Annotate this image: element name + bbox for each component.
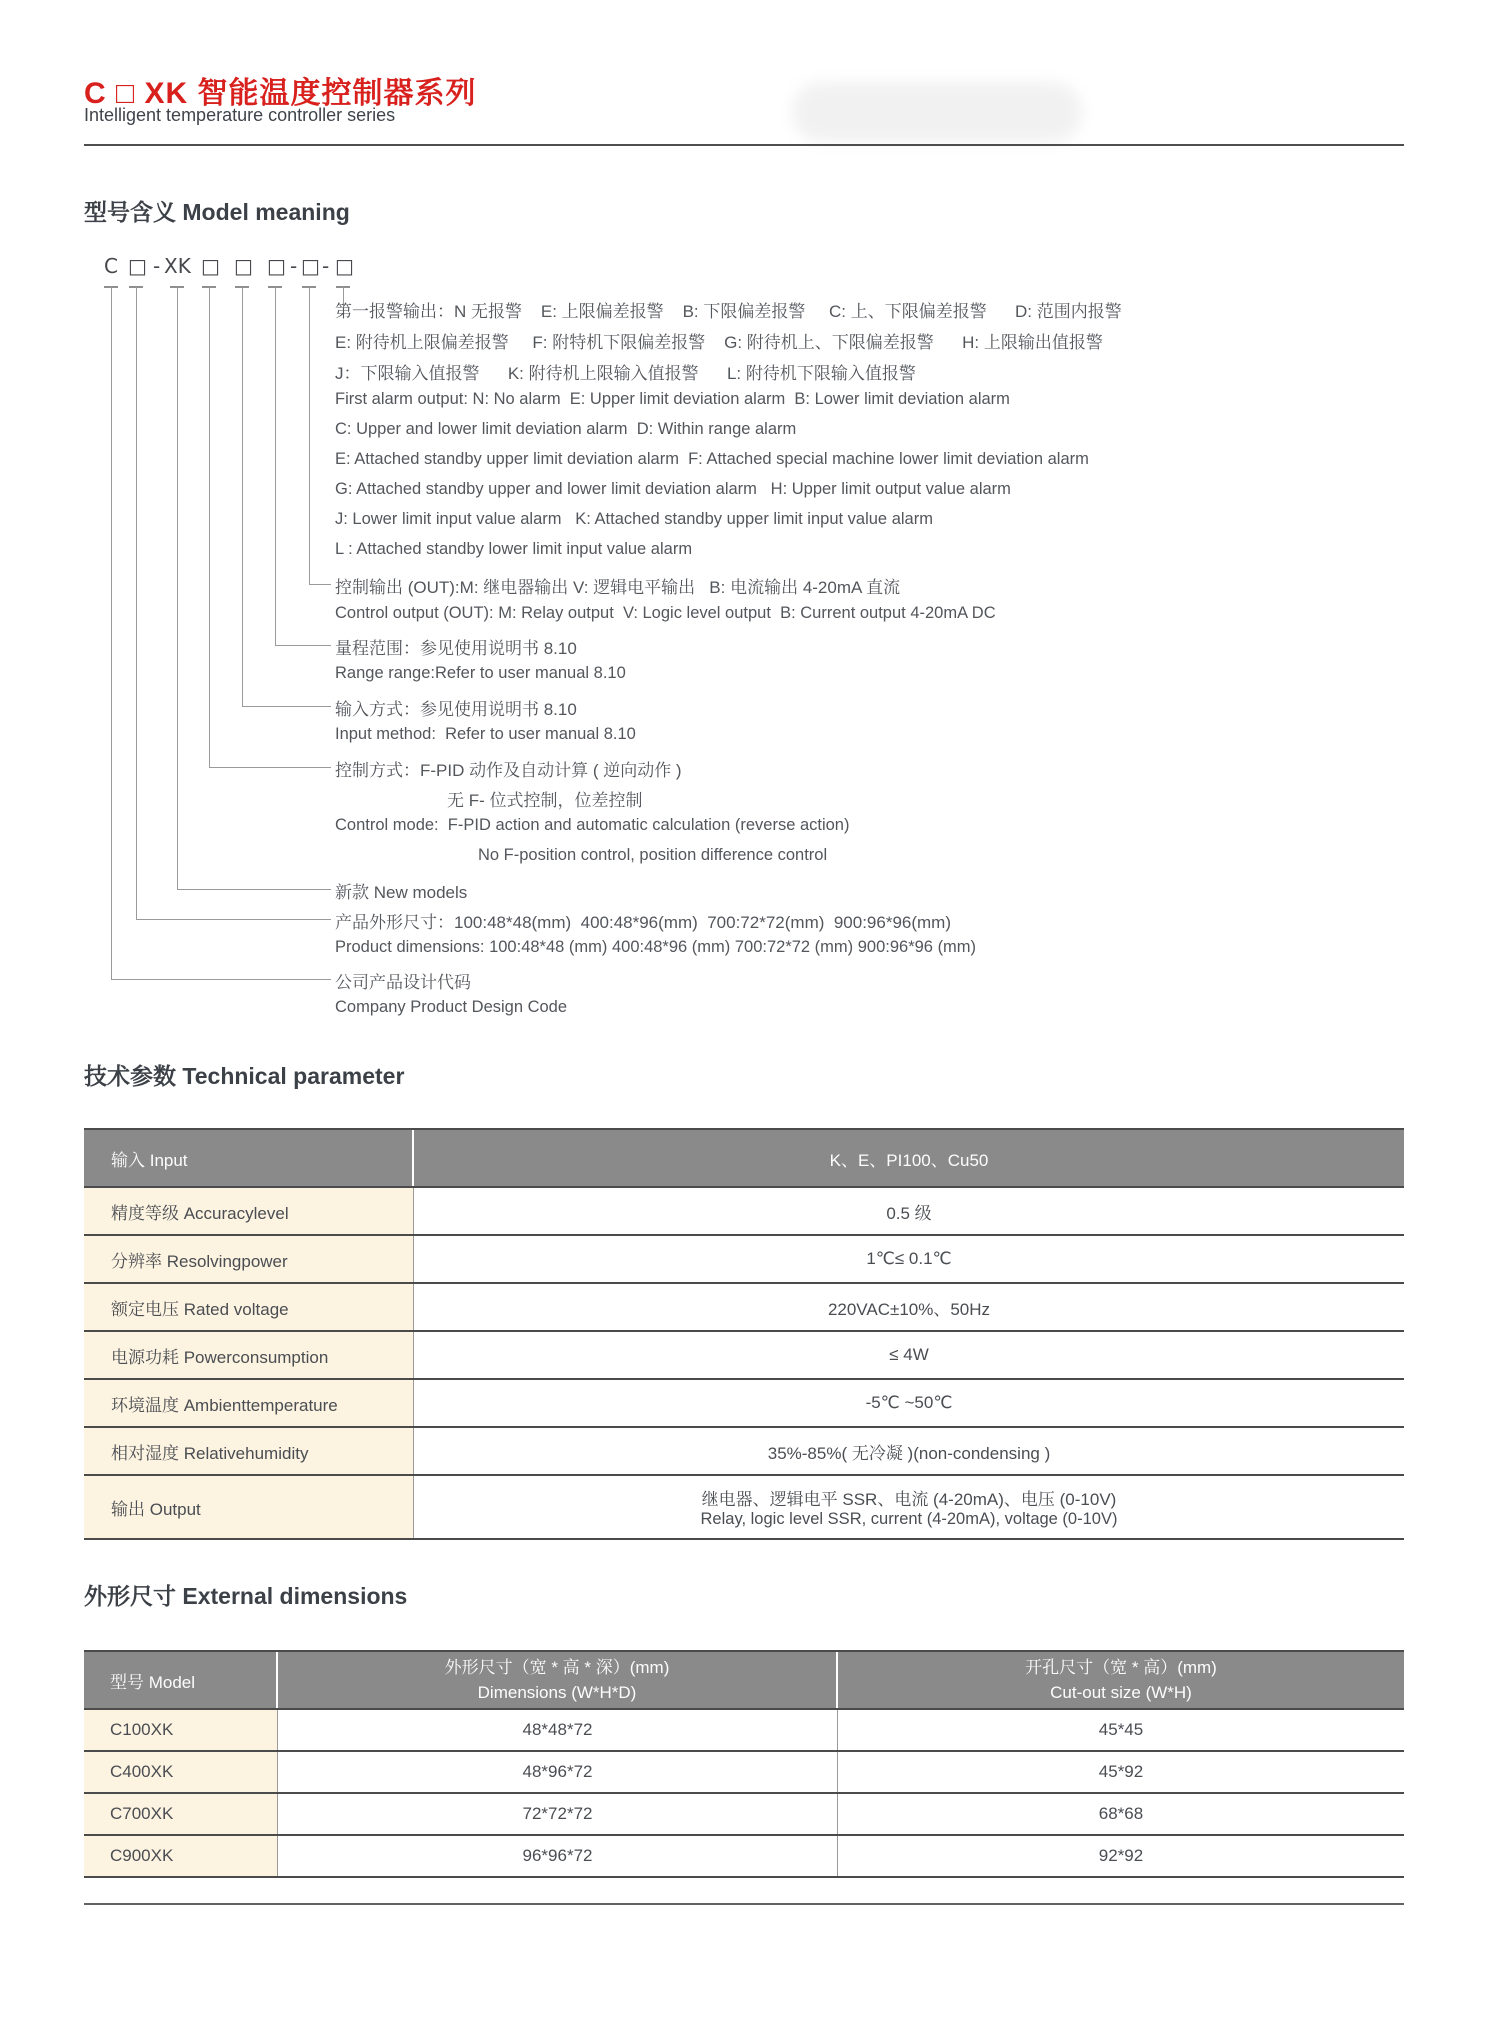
tech-row — [84, 1428, 1404, 1476]
tech-value — [414, 1476, 1404, 1538]
model-meaning-line: Control mode: F-PID action and automatic calculation (reverse action) — [335, 816, 850, 834]
tech-row-header — [84, 1130, 1404, 1188]
model-meaning-line: J：下限输入值报警 K: 附待机上限输入值报警 L: 附待机下限输入值报警 — [335, 364, 916, 383]
tech-row — [84, 1188, 1404, 1236]
dims-col-model-header: 型号 Model — [84, 1652, 278, 1708]
dims-cut-header-en: Cut-out size (W*H) — [1050, 1683, 1192, 1702]
section-heading-model-meaning: 型号含义 Model meaning — [84, 199, 350, 225]
model-meaning-line: 产品外形尺寸：100:48*48(mm) 400:48*96(mm) 700:72*72(mm) 900:96*96(mm) — [335, 913, 952, 932]
dims-dim: 48*96*72 — [278, 1752, 838, 1792]
model-code-token: □ — [201, 254, 220, 278]
tech-value: 0.5 级 — [414, 1188, 1404, 1234]
footer-divider — [84, 1903, 1404, 1905]
dims-model: C700XK — [84, 1794, 278, 1834]
dims-row — [84, 1710, 1404, 1752]
tech-row — [84, 1380, 1404, 1428]
tech-value: -5℃ ~50℃ — [414, 1380, 1404, 1426]
tech-value: ≤ 4W — [414, 1332, 1404, 1378]
model-meaning-line: 控制输出 (OUT):M: 继电器输出 V: 逻辑电平输出 B: 电流输出 4-20mA 直流 — [335, 578, 901, 597]
tech-label: 电源功耗 Powerconsumption — [84, 1332, 414, 1378]
dims-row-header — [84, 1652, 1404, 1710]
dims-col-dim-header — [278, 1652, 838, 1708]
tech-value-line2: Relay, logic level SSR, current (4-20mA), voltage (0-10V) — [700, 1510, 1118, 1528]
page-title: C □ XK 智能温度控制器系列 — [84, 77, 477, 110]
tech-value-line1: 继电器、逻辑电平 SSR、电流 (4-20mA)、电压 (0-10V) — [701, 1490, 1117, 1509]
model-meaning-line: E: 附待机上限偏差报警 F: 附特机下限偏差报警 G: 附待机上、下限偏差报警 H: 上限输出值报警 — [335, 333, 1103, 352]
dims-dim-header-cn: 外形尺寸（宽 * 高 * 深）(mm) — [444, 1658, 670, 1677]
tech-value: 35%-85%( 无冷凝 )(non-condensing ) — [414, 1428, 1404, 1474]
tech-label: 输入 Input — [84, 1130, 414, 1186]
tech-row — [84, 1332, 1404, 1380]
dims-cut: 45*45 — [838, 1710, 1404, 1750]
dims-dim-header-en: Dimensions (W*H*D) — [477, 1683, 637, 1702]
model-meaning-line: No F-position control, position difference control — [478, 846, 828, 864]
model-meaning-line: E: Attached standby upper limit deviation alarm F: Attached special machine lower limit deviation alarm — [335, 450, 1089, 468]
dims-cut: 45*92 — [838, 1752, 1404, 1792]
model-code-token: □ — [301, 254, 320, 278]
model-code-token: □ — [335, 254, 354, 278]
model-meaning-line: First alarm output: N: No alarm E: Upper limit deviation alarm B: Lower limit deviation alarm — [335, 390, 1010, 408]
dims-row — [84, 1794, 1404, 1836]
model-meaning-line: C: Upper and lower limit deviation alarm D: Within range alarm — [335, 420, 797, 438]
model-meaning-line: 控制方式：F-PID 动作及自动计算 ( 逆向动作 ) — [335, 761, 682, 780]
model-code-token: □ — [128, 254, 147, 278]
model-meaning-line: Range range:Refer to user manual 8.10 — [335, 664, 626, 682]
tech-value: K、E、PI100、Cu50 — [414, 1130, 1404, 1186]
model-meaning-line: 公司产品设计代码 — [335, 973, 471, 992]
section-heading-technical: 技术参数 Technical parameter — [84, 1063, 405, 1089]
tech-label: 精度等级 Accuracylevel — [84, 1188, 414, 1234]
page-subtitle: Intelligent temperature controller series — [84, 105, 396, 125]
model-meaning-line: 无 F- 位式控制，位差控制 — [447, 791, 643, 810]
model-code-token: - — [153, 254, 161, 278]
technical-table — [84, 1128, 1404, 1540]
leader-line — [111, 287, 331, 980]
dims-row — [84, 1752, 1404, 1794]
dims-dim: 96*96*72 — [278, 1836, 838, 1876]
model-meaning-line: 新款 New models — [335, 883, 468, 902]
tech-label: 环境温度 Ambienttemperature — [84, 1380, 414, 1426]
dims-cut: 92*92 — [838, 1836, 1404, 1876]
dims-dim: 48*48*72 — [278, 1710, 838, 1750]
dims-col-cut-header — [838, 1652, 1404, 1708]
tech-value: 1℃≤ 0.1℃ — [414, 1236, 1404, 1282]
header-divider — [84, 144, 1404, 146]
model-code-token: - — [322, 254, 330, 278]
dims-dim: 72*72*72 — [278, 1794, 838, 1834]
model-meaning-line: Input method: Refer to user manual 8.10 — [335, 725, 636, 743]
tech-value: 220VAC±10%、50Hz — [414, 1284, 1404, 1330]
model-meaning-line: 输入方式：参见使用说明书 8.10 — [335, 700, 577, 719]
model-code-token: C — [104, 254, 118, 278]
model-meaning-line: J: Lower limit input value alarm K: Attached standby upper limit input value alarm — [335, 510, 933, 528]
model-code-token: XK — [164, 254, 191, 278]
model-meaning-line: 量程范围：参见使用说明书 8.10 — [335, 639, 577, 658]
tech-row — [84, 1284, 1404, 1332]
model-code-token: □ — [267, 254, 286, 278]
tech-label: 相对湿度 Relativehumidity — [84, 1428, 414, 1474]
dimensions-table — [84, 1650, 1404, 1878]
dims-model: C900XK — [84, 1836, 278, 1876]
logo-placeholder — [792, 82, 1082, 142]
model-meaning-line: Product dimensions: 100:48*48 (mm) 400:48*96 (mm) 700:72*72 (mm) 900:96*96 (mm) — [335, 938, 977, 956]
tech-label: 分辨率 Resolvingpower — [84, 1236, 414, 1282]
tech-row — [84, 1236, 1404, 1284]
model-meaning-line: L : Attached standby lower limit input value alarm — [335, 540, 693, 558]
dims-row — [84, 1836, 1404, 1878]
dims-model: C400XK — [84, 1752, 278, 1792]
tech-row — [84, 1476, 1404, 1540]
model-code-token: □ — [234, 254, 253, 278]
section-heading-dimensions: 外形尺寸 External dimensions — [84, 1583, 408, 1609]
tech-label: 输出 Output — [84, 1476, 414, 1538]
dims-model: C100XK — [84, 1710, 278, 1750]
model-meaning-line: G: Attached standby upper and lower limit deviation alarm H: Upper limit output value alarm — [335, 480, 1011, 498]
model-meaning-line: Company Product Design Code — [335, 998, 568, 1016]
tech-label: 额定电压 Rated voltage — [84, 1284, 414, 1330]
dims-cut: 68*68 — [838, 1794, 1404, 1834]
dims-cut-header-cn: 开孔尺寸（宽 * 高）(mm) — [1025, 1658, 1217, 1677]
model-code-token: - — [290, 254, 298, 278]
model-meaning-line: 第一报警输出：N 无报警 E: 上限偏差报警 B: 下限偏差报警 C: 上、下限偏差报警 D: 范围内报警 — [335, 302, 1122, 321]
model-meaning-line: Control output (OUT): M: Relay output V: Logic level output B: Current output 4-20mA DC — [335, 604, 996, 622]
